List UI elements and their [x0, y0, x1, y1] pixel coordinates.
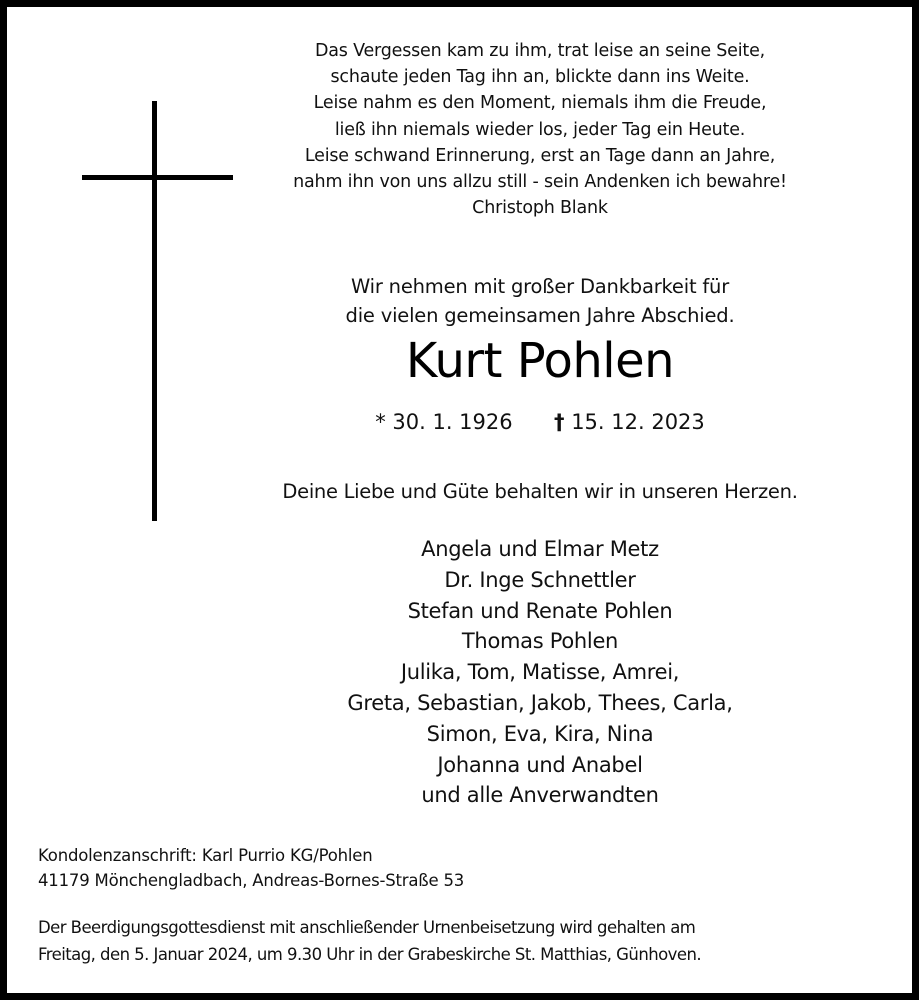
deceased-name: Kurt Pohlen	[405, 333, 675, 389]
funeral-info-line-1: Der Beerdigungsgottesdienst mit anschließender Urnenbeisetzung wird gehalten am	[38, 918, 696, 937]
birth-star-icon: *	[375, 410, 386, 434]
intro-line-2: die vielen gemeinsamen Jahre Abschied.	[345, 303, 735, 327]
mourner-line: Stefan und Renate Pohlen	[407, 598, 673, 623]
mourner-line: und alle Anverwandten	[421, 783, 659, 808]
funeral-info-line-2: Freitag, den 5. Januar 2024, um 9.30 Uhr in der Grabeskirche St. Matthias, Günhoven.	[38, 945, 702, 964]
poem-line: ließ ihn niemals wieder los, jeder Tag ein Heute.	[334, 119, 746, 140]
mourner-line: Thomas Pohlen	[461, 629, 619, 654]
cross-horizontal-bar	[82, 175, 233, 180]
mourner-line: Angela und Elmar Metz	[421, 537, 659, 561]
mourner-line: Greta, Sebastian, Jakob, Thees, Carla,	[347, 690, 733, 715]
birth-date: 30. 1. 1926	[392, 410, 513, 434]
poem	[255, 38, 825, 221]
death-cross-icon: †	[554, 410, 565, 434]
mourner-line: Dr. Inge Schnettler	[444, 567, 636, 592]
intro-line-1: Wir nehmen mit großer Dankbarkeit für	[350, 275, 730, 298]
mourner-line: Johanna und Anabel	[437, 752, 643, 777]
poem-line: nahm ihn von uns allzu still - sein Andenken ich bewahre!	[293, 171, 787, 192]
intro-text	[290, 273, 790, 330]
funeral-info	[38, 914, 701, 968]
poem-line: Das Vergessen kam zu ihm, trat leise an seine Seite,	[314, 41, 766, 61]
poem-author: Christoph Blank	[472, 198, 608, 219]
mourners-list	[290, 534, 790, 811]
cross-vertical-bar	[152, 101, 157, 521]
condolence-address-line-1: Kondolenzanschrift: Karl Purrio KG/Pohlen	[38, 846, 373, 865]
motto: Deine Liebe und Güte behalten wir in unseren Herzen.	[282, 480, 798, 503]
death-date: 15. 12. 2023	[571, 410, 705, 434]
poem-line: schaute jeden Tag ihn an, blickte dann ins Weite.	[330, 67, 750, 88]
condolence-address-line-2: 41179 Mönchengladbach, Andreas-Bornes-Straße 53	[38, 871, 465, 890]
life-dates	[300, 407, 780, 437]
poem-line: Leise nahm es den Moment, niemals ihm die Freude,	[313, 93, 767, 114]
mourner-line: Simon, Eva, Kira, Nina	[426, 721, 654, 746]
condolence-address	[38, 843, 464, 893]
mourner-line: Julika, Tom, Matisse, Amrei,	[400, 660, 680, 685]
poem-line: Leise schwand Erinnerung, erst an Tage dann an Jahre,	[304, 145, 776, 166]
